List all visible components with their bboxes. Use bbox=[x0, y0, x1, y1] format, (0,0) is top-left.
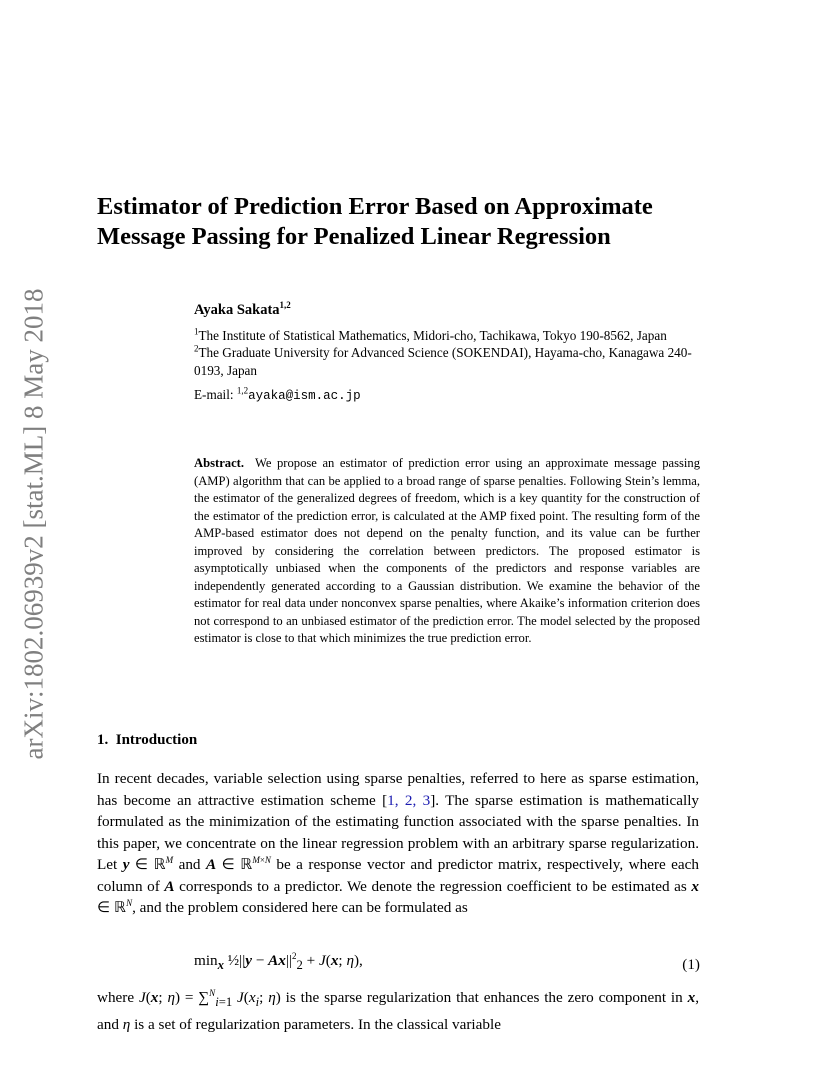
equation-number: (1) bbox=[682, 956, 700, 973]
author-block bbox=[194, 302, 714, 406]
section-heading-introduction: 1. Introduction bbox=[97, 732, 198, 748]
paper-title: Estimator of Prediction Error Based on Approximate Message Passing for Penalized Linear Regression bbox=[97, 193, 653, 250]
email-line: E-mail: $^{1,2}$ayaka@ism.ac.jp bbox=[194, 385, 361, 403]
equation-1 bbox=[194, 946, 700, 980]
intro-paragraph-2: where J(x; η) = ∑$^N_{i=1}$ $J(x_i$; η) is the sparse regularization that enhances the zero component in x, and η is a set of regularization parameters. In the classical variable bbox=[97, 987, 699, 1033]
citation-links[interactable]: 1, 2, 3 bbox=[387, 791, 431, 809]
email-address[interactable]: ayaka@ism.ac.jp bbox=[248, 389, 361, 403]
abstract-text: We propose an estimator of prediction error using an approximate message passing (AMP) algorithm that can be applied to a broad range of sparse penalties. Following Stein’s lemma, the estimator of the generalized degrees of freedom, which is a key quantity for the construction of the estimator of the prediction error, is calculated at the AMP fixed point. The resulting form of the AMP-based estimator does not depend on the penalty function, and its value can be further improved by considering the correlation between predictors. The proposed estimator is asymptotically unbiased when the components of the predictors and response variables are independently generated according to a Gaussian distribution. We examine the behavior of the estimator for real data under nonconvex sparse penalties, where Akaike’s information criterion does not correspond to an unbiased estimator of the prediction error. The model selected by the proposed estimator is close to that which minimizes the true prediction error. bbox=[194, 456, 700, 645]
arxiv-identifier-stamp bbox=[10, 280, 58, 768]
abstract bbox=[194, 455, 700, 648]
affiliation-2: $^2$The Graduate University for Advanced Science (SOKENDAI), Hayama-cho, Kanagawa 240-0193, Japan bbox=[194, 343, 692, 378]
affiliation-1: $^1$The Institute of Statistical Mathematics, Midori-cho, Tachikawa, Tokyo 190-8562, Japan bbox=[194, 326, 667, 343]
arxiv-stamp-text: arXiv:1802.06939v2 [stat.ML] 8 May 2018 bbox=[18, 288, 49, 760]
author-name: Ayaka Sakata$^{1,2}$ bbox=[194, 300, 291, 318]
equation-body: $\min_x$ ½||y − $Ax||^2_2 + J(x$; η), bbox=[194, 950, 363, 973]
abstract-label: Abstract. bbox=[194, 456, 245, 470]
intro-paragraph-1: In recent decades, variable selection using sparse penalties, referred to here as sparse estimation, has become an attractive estimation scheme [1, 2, 3]. The sparse estimation is mathematically formulated as the minimization of the estimating function associated with the sparse penalties. In this paper, we concentrate on the linear regression problem with an arbitrary sparse regularization. Let y ∈ ℝ$^M$ and A ∈ ℝ$^{M\times N}$ be a response vector and predictor matrix, respectively, where each column of A corresponds to a predictor. We denote the regression coefficient to be estimated as x ∈ ℝ$^N$, and the problem considered here can be formulated as bbox=[97, 770, 700, 916]
